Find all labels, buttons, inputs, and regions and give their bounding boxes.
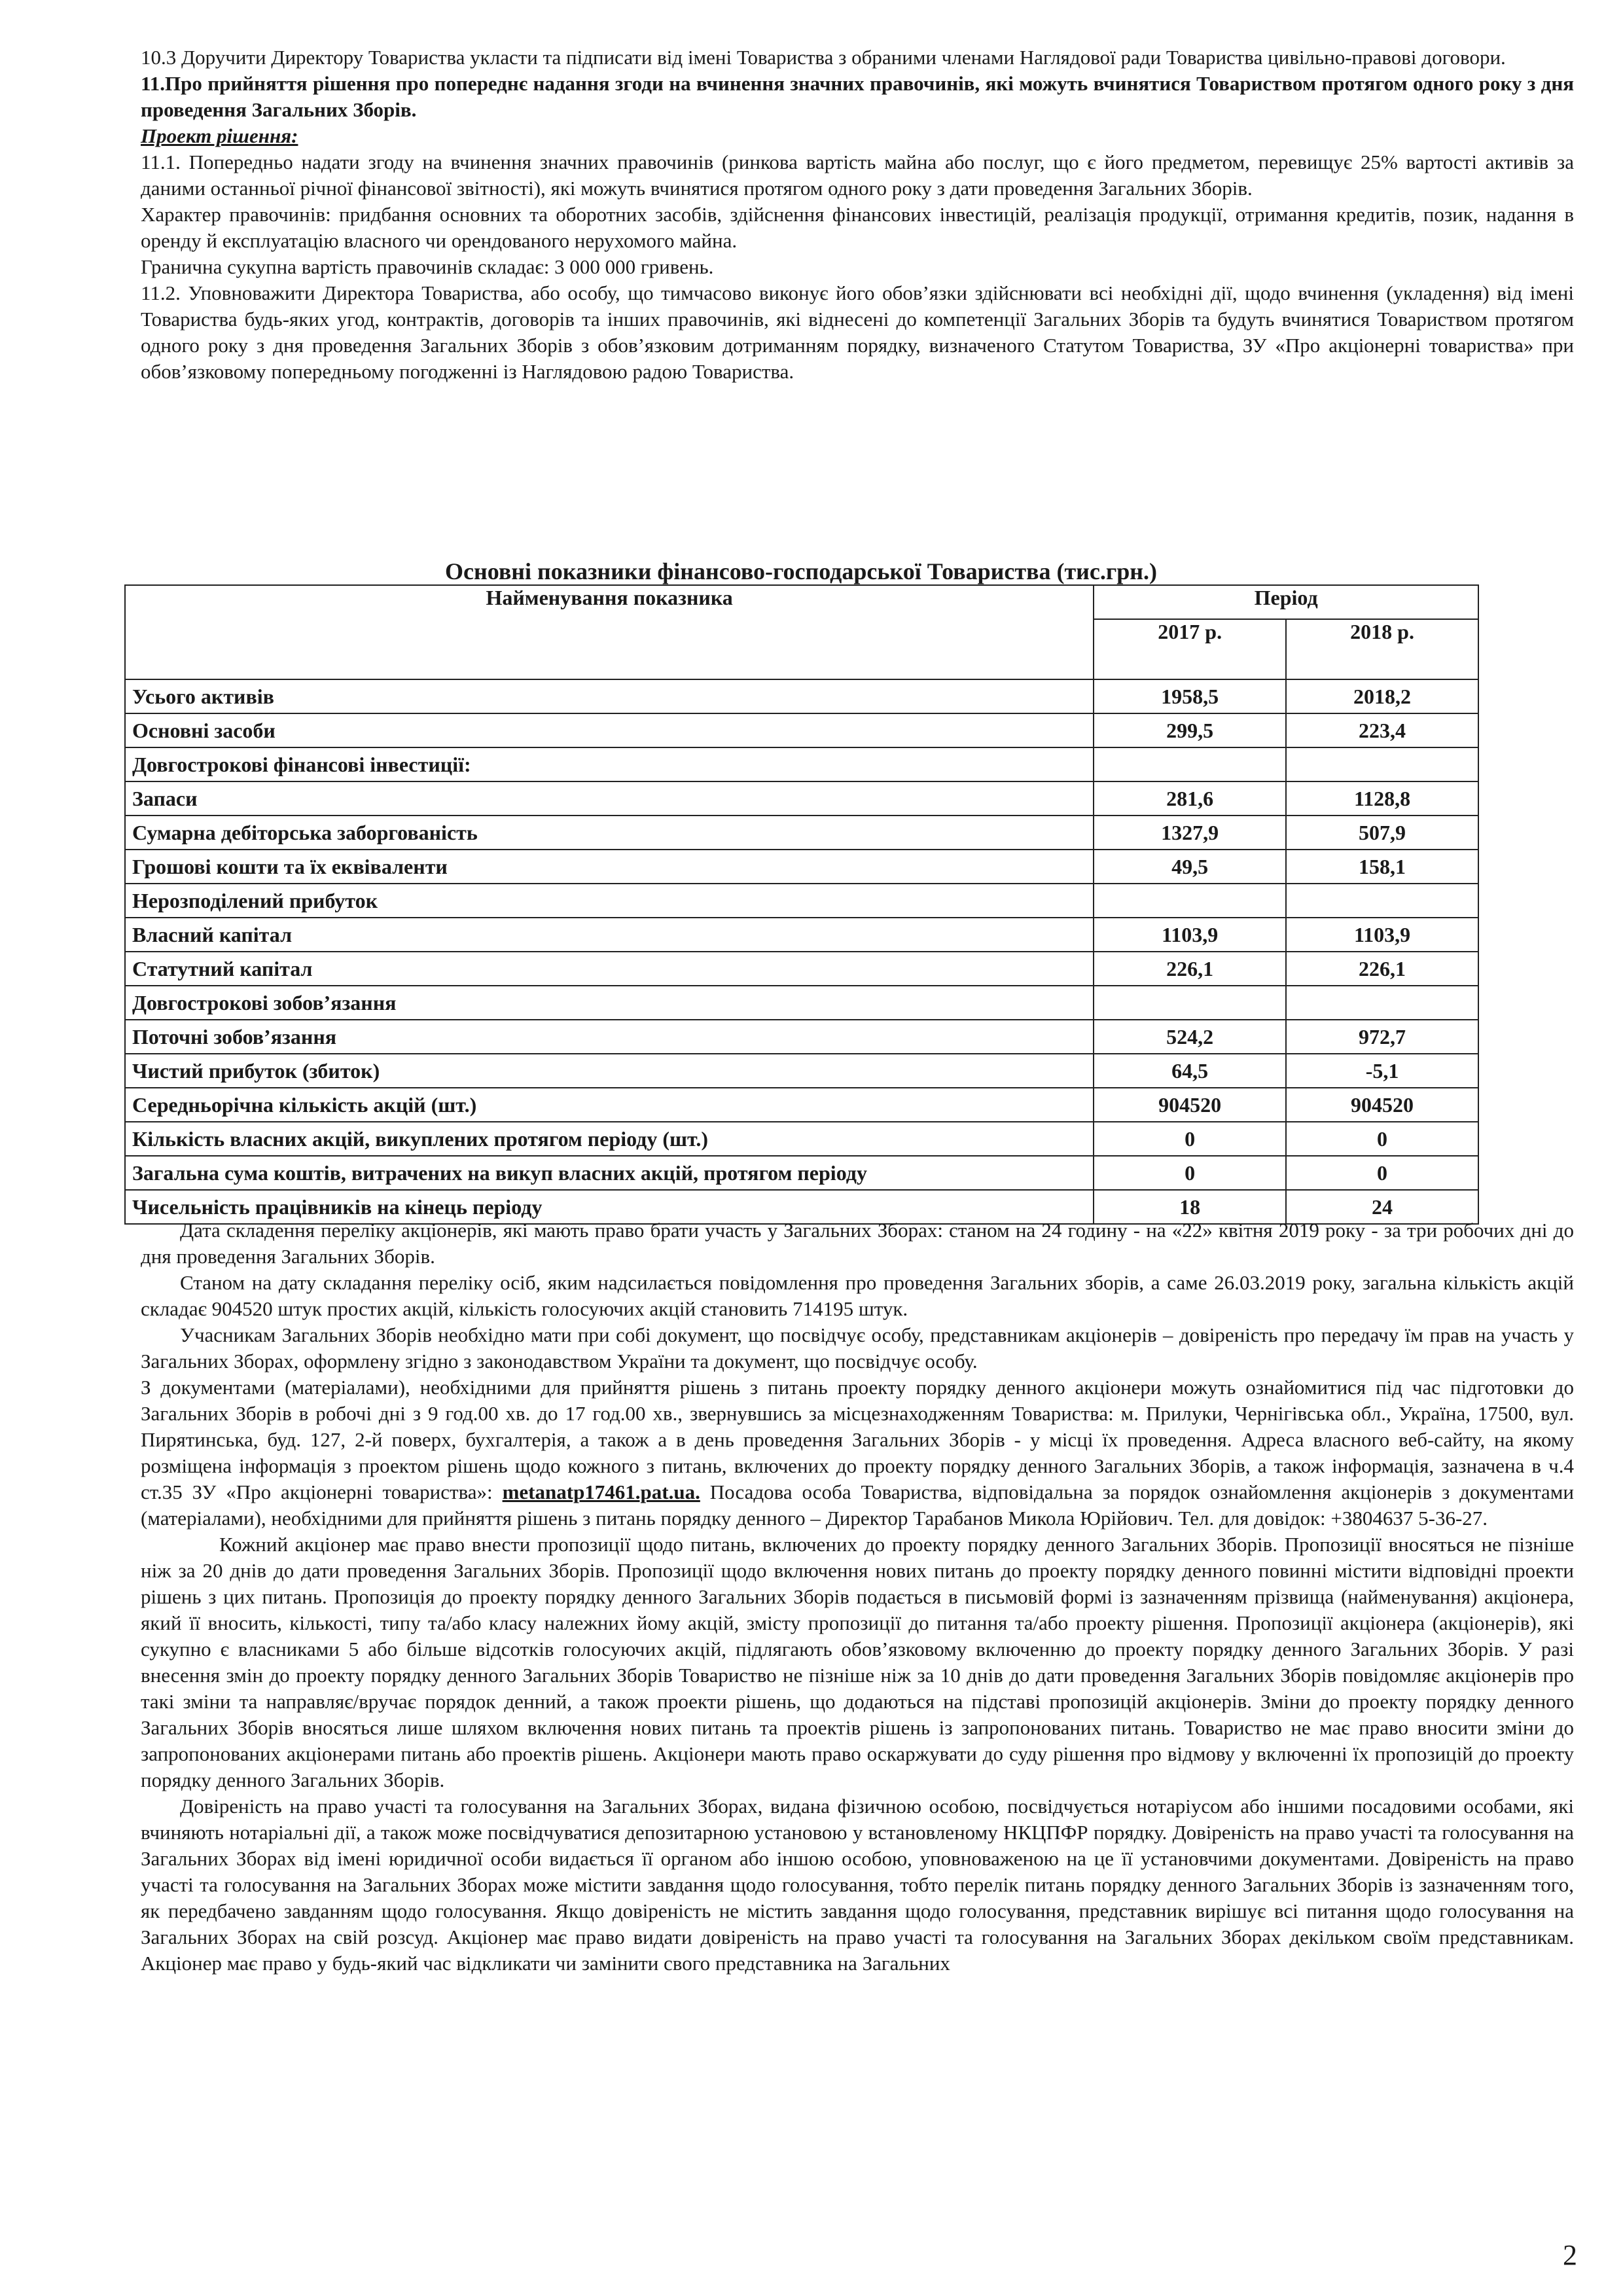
- table-row: [125, 952, 1478, 986]
- row-name: Довгострокові фінансові інвестиції:: [125, 747, 1094, 781]
- value-2018: 2018,2: [1286, 679, 1478, 713]
- value-2018: [1286, 747, 1478, 781]
- table-row: [125, 884, 1478, 918]
- value-2018: 226,1: [1286, 952, 1478, 986]
- value-2017: 281,6: [1094, 781, 1286, 816]
- value-2018: 24: [1286, 1190, 1478, 1224]
- documents-paragraph: Учасникам Загальних Зборів необхідно мати при собі документ, що посвідчує особу, представникам акціонерів – довіреність про передачу їм прав на участь у Загальних Зборах, оформлену згідно з законодавством України та документ, що посвідчує особу.: [141, 1323, 1574, 1372]
- row-name: Власний капітал: [125, 918, 1094, 952]
- header-period: Період: [1094, 585, 1478, 619]
- row-name: Основні засоби: [125, 713, 1094, 747]
- value-2017: 1327,9: [1094, 816, 1286, 850]
- section-11-heading: 11.Про прийняття рішення про попереднє надання згоди на вчинення значних правочинів, які можуть вчинятися Товариством протягом одного року з дня проведення Загальних Зборів.: [141, 72, 1574, 121]
- table-title: Основні показники фінансово-господарської Товариства (тис.грн.): [445, 558, 1157, 584]
- section-11-1: 11.1. Попередньо надати згоду на вчинення значних правочинів (ринкова вартість майна або послуг, що є його предметом, перевищує 25% вартості активів за даними останньої річної фінансової звітності), які можуть вчинятися протягом одного року з дати проведення Загальних Зборів.: [141, 151, 1574, 200]
- value-2018: -5,1: [1286, 1054, 1478, 1088]
- table-row: [125, 679, 1478, 713]
- value-2018: 904520: [1286, 1088, 1478, 1122]
- row-name: Довгострокові зобов’язання: [125, 986, 1094, 1020]
- responsible-person-text: Посадова особа Товариства, відповідальна за порядок ознайомлення акціонерів з документами (матеріалами), необхідними для прийняття рішень з питань порядку денного – Директор Тарабанов Микола Юрійович. Тел. для довідок: +3804637 5-36-27.: [141, 1480, 1575, 1530]
- value-2018: 223,4: [1286, 713, 1478, 747]
- value-2018: 158,1: [1286, 850, 1478, 884]
- draft-decision-label: Проект рішення:: [141, 124, 298, 147]
- table-row: [125, 1054, 1478, 1088]
- table-row: [125, 816, 1478, 850]
- value-2018: 507,9: [1286, 816, 1478, 850]
- shares-paragraph: Станом на дату складання переліку осіб, яким надсилається повідомлення про проведення Загальних зборів, а саме 26.03.2019 року, загальна кількість акцій складає 904520 штук простих акцій, кількість голосуючих акцій становить 714195 штук.: [141, 1271, 1574, 1320]
- table-row: [125, 1156, 1478, 1190]
- row-name: Чисельність працівників на кінець періоду: [125, 1190, 1094, 1224]
- table-row: [125, 747, 1478, 781]
- value-2018: 0: [1286, 1156, 1478, 1190]
- row-name: Загальна сума коштів, витрачених на викуп власних акцій, протягом періоду: [125, 1156, 1094, 1190]
- row-name: Сумарна дебіторська заборгованість: [125, 816, 1094, 850]
- financial-indicators-table: [124, 584, 1479, 1225]
- table-row: [125, 986, 1478, 1020]
- value-2017: [1094, 884, 1286, 918]
- value-2018: [1286, 884, 1478, 918]
- value-2017: 0: [1094, 1156, 1286, 1190]
- proxy-paragraph: Довіреність на право участі та голосування на Загальних Зборах, видана фізичною особою, посвідчується нотаріусом або іншими посадовими особами, які вчиняють нотаріальні дії, а також може посвідчуватися депозитарною установою у встановленому НКЦПФР порядку. Довіреність на право участі та голосування на Загальних Зборах від імені юридичної особи видається її органом або іншою особою, уповноваженою на це її установчими документами. Довіреність на право участі та голосування на Загальних Зборах може містити завдання щодо голосування, тобто перелік питань порядку денного Загальних Зборів із зазначенням того, як передбачено завданням щодо голосування. Якщо довіреність не містить завдання щодо голосування, представник вирішує всі питання щодо голосування на Загальних Зборах на свій розсуд. Акціонер має право видати довіреність на право участі та голосування на Загальних Зборах декільком своїм представникам. Акціонер має право у будь-який час відкликати чи замінити свого представника на Загальних: [141, 1795, 1574, 1975]
- materials-text: З документами (матеріалами), необхідними для прийняття рішень з питань проекту порядку денного акціонери можуть ознайомитися під час підготовки до Загальних Зборів в робочі дні з 9 год.00 хв. до 17 год.00 хв., звернувшись за місцезнаходженням Товариства: м. Прилуки, Чернігівська обл., Україна, 17500, вул. Пирятинська, буд. 127, 2-й поверх, бухгалтерія, а також а в день проведення Загальних Зборів - у місці їх проведення. Адреса власного веб-сайту, на якому розміщена інформація з проектом рішень щодо кожного з питань, включених до проекту порядку денного Загальних Зборів, а також інформація, зазначена в ч.4 ст.35 ЗУ «Про акціонерні товариства»:: [141, 1376, 1574, 1503]
- resolutions-block: [141, 45, 1574, 385]
- page-number: 2: [1563, 2239, 1577, 2271]
- materials-paragraph: [141, 1374, 1574, 1532]
- value-2017: 226,1: [1094, 952, 1286, 986]
- value-2017: 1958,5: [1094, 679, 1286, 713]
- row-name: Поточні зобов’язання: [125, 1020, 1094, 1054]
- row-name: Запаси: [125, 781, 1094, 816]
- value-2017: 49,5: [1094, 850, 1286, 884]
- table-row: [125, 850, 1478, 884]
- row-name: Середньорічна кількість акцій (шт.): [125, 1088, 1094, 1122]
- header-year-2017: 2017 р.: [1094, 619, 1286, 679]
- max-transaction-value: Гранична сукупна вартість правочинів складає: 3 000 000 гривень.: [141, 255, 714, 278]
- value-2017: 18: [1094, 1190, 1286, 1224]
- value-2018: [1286, 986, 1478, 1020]
- row-name: Статутний капітал: [125, 952, 1094, 986]
- header-year-2018: 2018 р.: [1286, 619, 1478, 679]
- value-2017: 0: [1094, 1122, 1286, 1156]
- row-name: Грошові кошти та їх еквіваленти: [125, 850, 1094, 884]
- transactions-nature: Характер правочинів: придбання основних та оборотних засобів, здійснення фінансових інвестицій, реалізація продукції, отримання кредитів, позик, надання в оренду й експлуатацію власного чи орендованого нерухомого майна.: [141, 203, 1574, 252]
- value-2017: 299,5: [1094, 713, 1286, 747]
- list-date-paragraph: Дата складення переліку акціонерів, які мають право брати участь у Загальних Зборах: станом на 24 годину - на «22» квітня 2019 року - за три робочих дні до дня проведення Загальних Зборів.: [141, 1219, 1574, 1268]
- value-2017: [1094, 747, 1286, 781]
- section-11-2: 11.2. Уповноважити Директора Товариства, або особу, що тимчасово виконує його обов’язки здійснювати всі необхідні дії, щодо вчинення (укладення) від імені Товариства будь-яких угод, контрактів, договорів та інших правочинів, які віднесені до компетенції Загальних Зборів та будуть вчинятися Товариством протягом одного року з дня проведення Загальних Зборів з обов’язковим дотриманням порядку, визначеного Статутом Товариства, ЗУ «Про акціонерні товариства» при обов’язковому попередньому погодженні із Наглядовою радою Товариства.: [141, 281, 1574, 383]
- proposals-paragraph: Кожний акціонер має право внести пропозиції щодо питань, включених до проекту порядку денного Загальних Зборів. Пропозиції вносяться не пізніше ніж за 20 днів до дати проведення Загальних Зборів. Пропозиції щодо включення нових питань до проекту порядку денного повинні містити відповідні проекти рішень з цих питань. Пропозиція до проекту порядку денного Загальних Зборів подається в письмовій формі із зазначенням прізвища (найменування) акціонера, який її вносить, кількості, типу та/або класу належних йому акцій, змісту пропозиції до питання та/або проекту рішення. Пропозиції акціонера (акціонерів), які сукупно є власниками 5 або більше відсотків голосуючих акцій, підлягають обов’язковому включенню до проекту порядку денного Загальних Зборів. У разі внесення змін до проекту порядку денного Загальних Зборів Товариство не пізніше ніж за 10 днів до дати проведення Загальних Зборів повідомляє акціонерів про такі зміни та направляє/вручає порядок денний, а також проекти рішень, що додаються на підставі пропозицій акціонерів. Зміни до проекту порядку денного Загальних Зборів вносяться лише шляхом включення нових питань та проектів рішень із запропонованих питань. Товариство не має право вносити зміни до запропонованих акціонерами питань або проектів рішень. Акціонери мають право оскаржувати до суду рішення про відмову у включенні їх пропозицій до проекту порядку денного Загальних Зборів.: [141, 1533, 1574, 1791]
- row-name: Нерозподілений прибуток: [125, 884, 1094, 918]
- row-name: Чистий прибуток (збиток): [125, 1054, 1094, 1088]
- value-2018: 1103,9: [1286, 918, 1478, 952]
- notice-block: [141, 1217, 1574, 1977]
- header-indicator-name: Найменування показника: [125, 585, 1094, 679]
- value-2018: 0: [1286, 1122, 1478, 1156]
- value-2017: 64,5: [1094, 1054, 1286, 1088]
- table-row: [125, 713, 1478, 747]
- row-name: Усього активів: [125, 679, 1094, 713]
- value-2018: 1128,8: [1286, 781, 1478, 816]
- table-row: [125, 1020, 1478, 1054]
- value-2017: 904520: [1094, 1088, 1286, 1122]
- row-name: Кількість власних акцій, викуплених протягом періоду (шт.): [125, 1122, 1094, 1156]
- value-2017: [1094, 986, 1286, 1020]
- table-row: [125, 1122, 1478, 1156]
- value-2017: 524,2: [1094, 1020, 1286, 1054]
- table-row: [125, 918, 1478, 952]
- value-2018: 972,7: [1286, 1020, 1478, 1054]
- value-2017: 1103,9: [1094, 918, 1286, 952]
- website-link[interactable]: metanatp17461.pat.ua.: [502, 1480, 700, 1503]
- table-row: [125, 781, 1478, 816]
- table-row: [125, 1088, 1478, 1122]
- section-10-3: 10.3 Доручити Директору Товариства укласти та підписати від імені Товариства з обраними членами Наглядової ради Товариства цивільно-правові договори.: [141, 46, 1506, 69]
